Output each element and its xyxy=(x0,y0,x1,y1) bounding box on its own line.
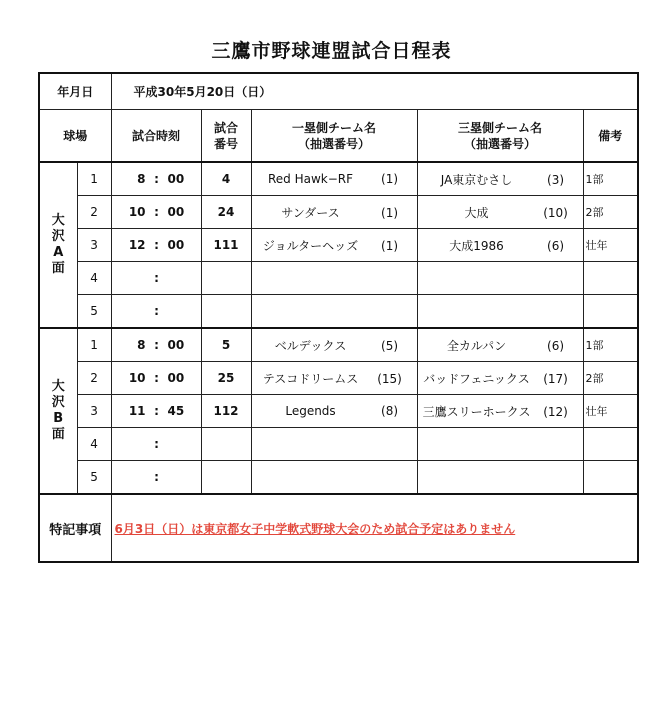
game-remarks: 2部 xyxy=(583,196,638,229)
time-minute: 00 xyxy=(167,172,185,186)
field-name-char: 大 xyxy=(51,379,65,394)
game-remarks xyxy=(583,461,638,495)
time-sep: : xyxy=(154,238,159,252)
header-row xyxy=(39,110,638,163)
home-team-name: テスコドリームス xyxy=(262,371,359,386)
game-row xyxy=(39,428,638,461)
game-seq: 4 xyxy=(77,428,111,461)
game-number: 5 xyxy=(201,328,251,362)
game-remarks: 2部 xyxy=(583,362,638,395)
game-number: 25 xyxy=(201,362,251,395)
game-row xyxy=(39,196,638,229)
home-team-draw: (15) xyxy=(377,371,402,386)
game-remarks xyxy=(583,428,638,461)
time-sep: : xyxy=(154,437,159,451)
time-minute: 00 xyxy=(167,205,185,219)
game-number xyxy=(201,262,251,295)
home-team-draw: (8) xyxy=(381,404,399,418)
time-minute: 45 xyxy=(167,404,185,418)
game-row xyxy=(39,162,638,196)
away-team xyxy=(417,362,583,395)
game-seq: 1 xyxy=(77,162,111,196)
game-number: 4 xyxy=(201,162,251,196)
game-time xyxy=(111,295,201,329)
game-seq: 2 xyxy=(77,362,111,395)
home-team-draw: (1) xyxy=(381,205,399,220)
date-value: 平成30年5月20日（日） xyxy=(111,73,638,110)
game-row xyxy=(39,262,638,295)
game-seq: 5 xyxy=(77,295,111,329)
game-time xyxy=(111,229,201,262)
date-label: 年月日 xyxy=(39,73,111,110)
away-team-draw: (10) xyxy=(543,205,568,220)
home-team-name: Legends xyxy=(285,404,336,418)
home-team-name: サンダース xyxy=(281,205,340,220)
away-team-draw: (3) xyxy=(547,172,565,187)
game-time xyxy=(111,395,201,428)
game-time xyxy=(111,461,201,495)
game-row xyxy=(39,461,638,495)
game-row xyxy=(39,295,638,329)
game-seq: 1 xyxy=(77,328,111,362)
schedule-table xyxy=(38,72,639,563)
away-team-name: 全カルパン xyxy=(446,338,507,353)
home-team xyxy=(251,262,417,295)
header-home-team xyxy=(251,110,417,163)
time-sep: : xyxy=(154,172,159,186)
home-team xyxy=(251,162,417,196)
field-name-char: 面 xyxy=(51,427,65,442)
game-row xyxy=(39,395,638,428)
away-team xyxy=(417,196,583,229)
game-remarks: 壮年 xyxy=(583,395,638,428)
header-away-line1: 三塁側チーム名 xyxy=(458,120,543,135)
time-sep: : xyxy=(154,271,159,285)
header-remarks: 備考 xyxy=(583,110,638,163)
field-name xyxy=(39,162,77,328)
game-number xyxy=(201,295,251,329)
time-sep: : xyxy=(154,371,159,385)
away-team-draw: (12) xyxy=(543,404,568,419)
home-team-name: ベルデックス xyxy=(274,338,347,353)
time-sep: : xyxy=(154,404,159,418)
game-seq: 3 xyxy=(77,229,111,262)
date-row xyxy=(39,73,638,110)
away-team-name: 大成 xyxy=(464,205,489,220)
home-team xyxy=(251,196,417,229)
home-team xyxy=(251,229,417,262)
game-remarks: 壮年 xyxy=(583,229,638,262)
page-title: 三鷹市野球連盟試合日程表 xyxy=(211,40,452,62)
home-team xyxy=(251,362,417,395)
time-sep: : xyxy=(154,338,159,352)
time-hour: 10 xyxy=(128,371,146,385)
game-time xyxy=(111,428,201,461)
field-name-char: 大 xyxy=(51,213,65,228)
home-team-draw: (1) xyxy=(381,238,399,253)
away-team xyxy=(417,461,583,495)
field-name-char: 沢 xyxy=(51,395,65,410)
home-team-name: Red Hawk−RF xyxy=(267,172,354,186)
note-row xyxy=(39,494,638,562)
header-game-no-line2: 番号 xyxy=(214,136,239,151)
away-team-name: バッドフェニックス xyxy=(423,371,530,386)
game-seq: 3 xyxy=(77,395,111,428)
away-team-draw: (6) xyxy=(547,338,565,353)
away-team xyxy=(417,428,583,461)
away-team-name: 三鷹スリーホークス xyxy=(422,404,531,419)
away-team-draw: (17) xyxy=(543,371,568,386)
time-minute: 00 xyxy=(167,371,185,385)
header-away-team xyxy=(417,110,583,163)
note-label: 特記事項 xyxy=(39,494,111,562)
time-sep: : xyxy=(154,205,159,219)
time-hour: 11 xyxy=(128,404,146,418)
home-team xyxy=(251,295,417,329)
game-number: 112 xyxy=(201,395,251,428)
game-remarks: 1部 xyxy=(583,162,638,196)
game-time xyxy=(111,262,201,295)
away-team xyxy=(417,229,583,262)
game-time xyxy=(111,362,201,395)
home-team-name: ジョルターヘッズ xyxy=(262,238,359,253)
away-team xyxy=(417,262,583,295)
home-team xyxy=(251,428,417,461)
game-remarks xyxy=(583,262,638,295)
time-minute: 00 xyxy=(167,238,185,252)
away-team-name: JA東京むさし xyxy=(440,172,513,187)
away-team-name: 大成1986 xyxy=(449,238,504,253)
time-sep: : xyxy=(154,304,159,318)
time-hour: 8 xyxy=(137,172,146,186)
game-time xyxy=(111,162,201,196)
time-sep: : xyxy=(154,470,159,484)
away-team xyxy=(417,295,583,329)
game-number xyxy=(201,428,251,461)
header-game-no-line1: 試合 xyxy=(214,120,239,135)
header-field: 球場 xyxy=(39,110,111,163)
time-hour: 10 xyxy=(128,205,146,219)
header-home-line2: （抽選番号） xyxy=(298,136,371,151)
away-team xyxy=(417,162,583,196)
game-remarks: 1部 xyxy=(583,328,638,362)
game-row xyxy=(39,328,638,362)
away-team xyxy=(417,328,583,362)
home-team xyxy=(251,461,417,495)
away-team xyxy=(417,395,583,428)
field-name-char: 沢 xyxy=(51,229,65,244)
game-seq: 2 xyxy=(77,196,111,229)
field-name-char: B xyxy=(53,411,64,426)
game-row xyxy=(39,229,638,262)
away-team-draw: (6) xyxy=(547,238,565,253)
home-team-draw: (1) xyxy=(381,172,399,186)
field-name-char: 面 xyxy=(51,261,65,276)
home-team xyxy=(251,328,417,362)
note-text: 6月3日（日）は東京都女子中学軟式野球大会のため試合予定はありません xyxy=(111,494,638,562)
time-hour: 8 xyxy=(137,338,146,352)
field-name xyxy=(39,328,77,494)
home-team-draw: (5) xyxy=(381,338,399,353)
header-away-line2: （抽選番号） xyxy=(464,136,537,151)
field-name-char: A xyxy=(53,245,64,260)
header-game-no xyxy=(201,110,251,163)
game-seq: 5 xyxy=(77,461,111,495)
game-number: 24 xyxy=(201,196,251,229)
game-remarks xyxy=(583,295,638,329)
game-time xyxy=(111,328,201,362)
game-number: 111 xyxy=(201,229,251,262)
header-home-line1: 一塁側チーム名 xyxy=(292,120,377,135)
home-team xyxy=(251,395,417,428)
game-seq: 4 xyxy=(77,262,111,295)
header-time: 試合時刻 xyxy=(111,110,201,163)
time-minute: 00 xyxy=(167,338,185,352)
game-row xyxy=(39,362,638,395)
time-hour: 12 xyxy=(128,238,146,252)
game-number xyxy=(201,461,251,495)
game-time xyxy=(111,196,201,229)
